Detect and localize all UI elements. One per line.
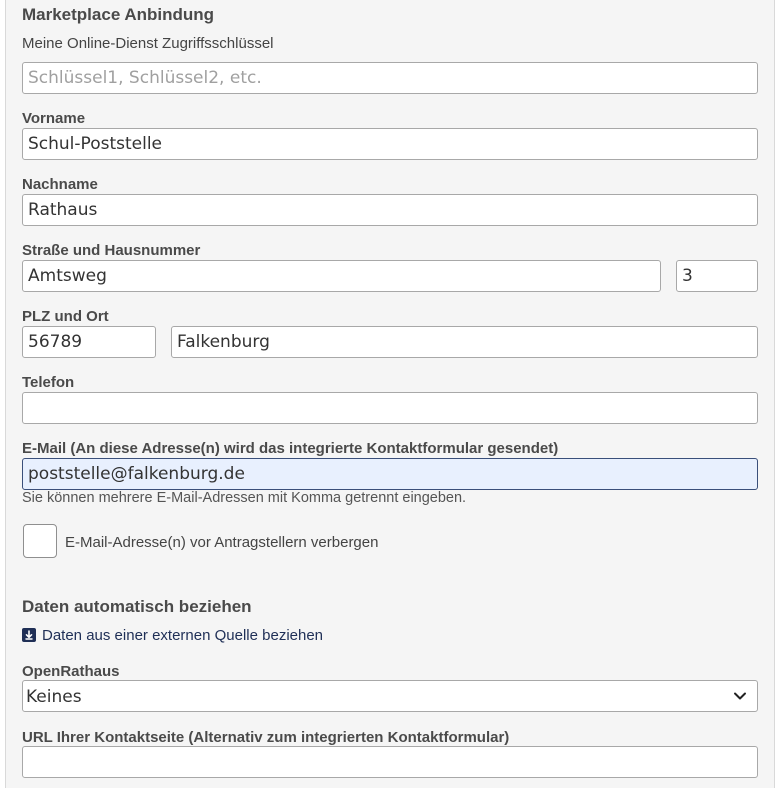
chevron-down-icon — [733, 689, 747, 703]
telefon-label: Telefon — [22, 374, 75, 391]
telefon-input[interactable] — [22, 392, 758, 424]
plz-ort-label: PLZ und Ort — [22, 308, 109, 325]
plz-input[interactable] — [22, 326, 156, 358]
email-input[interactable] — [22, 458, 758, 490]
email-hint: Sie können mehrere E-Mail-Adressen mit Komma getrennt eingeben. — [22, 490, 467, 506]
external-source-link[interactable]: Daten aus einer externen Quelle beziehen — [42, 627, 324, 644]
openrathaus-selected-value: Keines — [26, 687, 82, 707]
key-label: Meine Online-Dienst Zugriffsschlüssel — [22, 35, 274, 52]
street-input[interactable] — [22, 260, 661, 292]
download-icon[interactable] — [22, 628, 36, 642]
hide-email-checkbox[interactable] — [23, 524, 57, 558]
email-label: E-Mail (An diese Adresse(n) wird das integrierte Kontaktformular gesendet) — [22, 440, 559, 457]
vorname-label: Vorname — [22, 110, 86, 127]
openrathaus-label: OpenRathaus — [22, 663, 120, 680]
kontaktseite-url-input[interactable] — [22, 746, 758, 778]
nachname-input[interactable] — [22, 194, 758, 226]
ort-input[interactable] — [171, 326, 758, 358]
kontaktseite-label: URL Ihrer Kontaktseite (Alternativ zum integrierten Kontaktformular) — [22, 729, 510, 746]
hide-email-label[interactable]: E-Mail-Adresse(n) vor Antragstellern verbergen — [65, 534, 379, 551]
openrathaus-select[interactable] — [22, 680, 758, 712]
access-key-input[interactable] — [22, 62, 758, 94]
strasse-label: Straße und Hausnummer — [22, 242, 201, 259]
section-title-auto: Daten automatisch beziehen — [22, 597, 252, 616]
section-title-marketplace: Marketplace Anbindung — [22, 5, 215, 24]
house-number-input[interactable] — [676, 260, 758, 292]
vorname-input[interactable] — [22, 128, 758, 160]
nachname-label: Nachname — [22, 176, 98, 193]
